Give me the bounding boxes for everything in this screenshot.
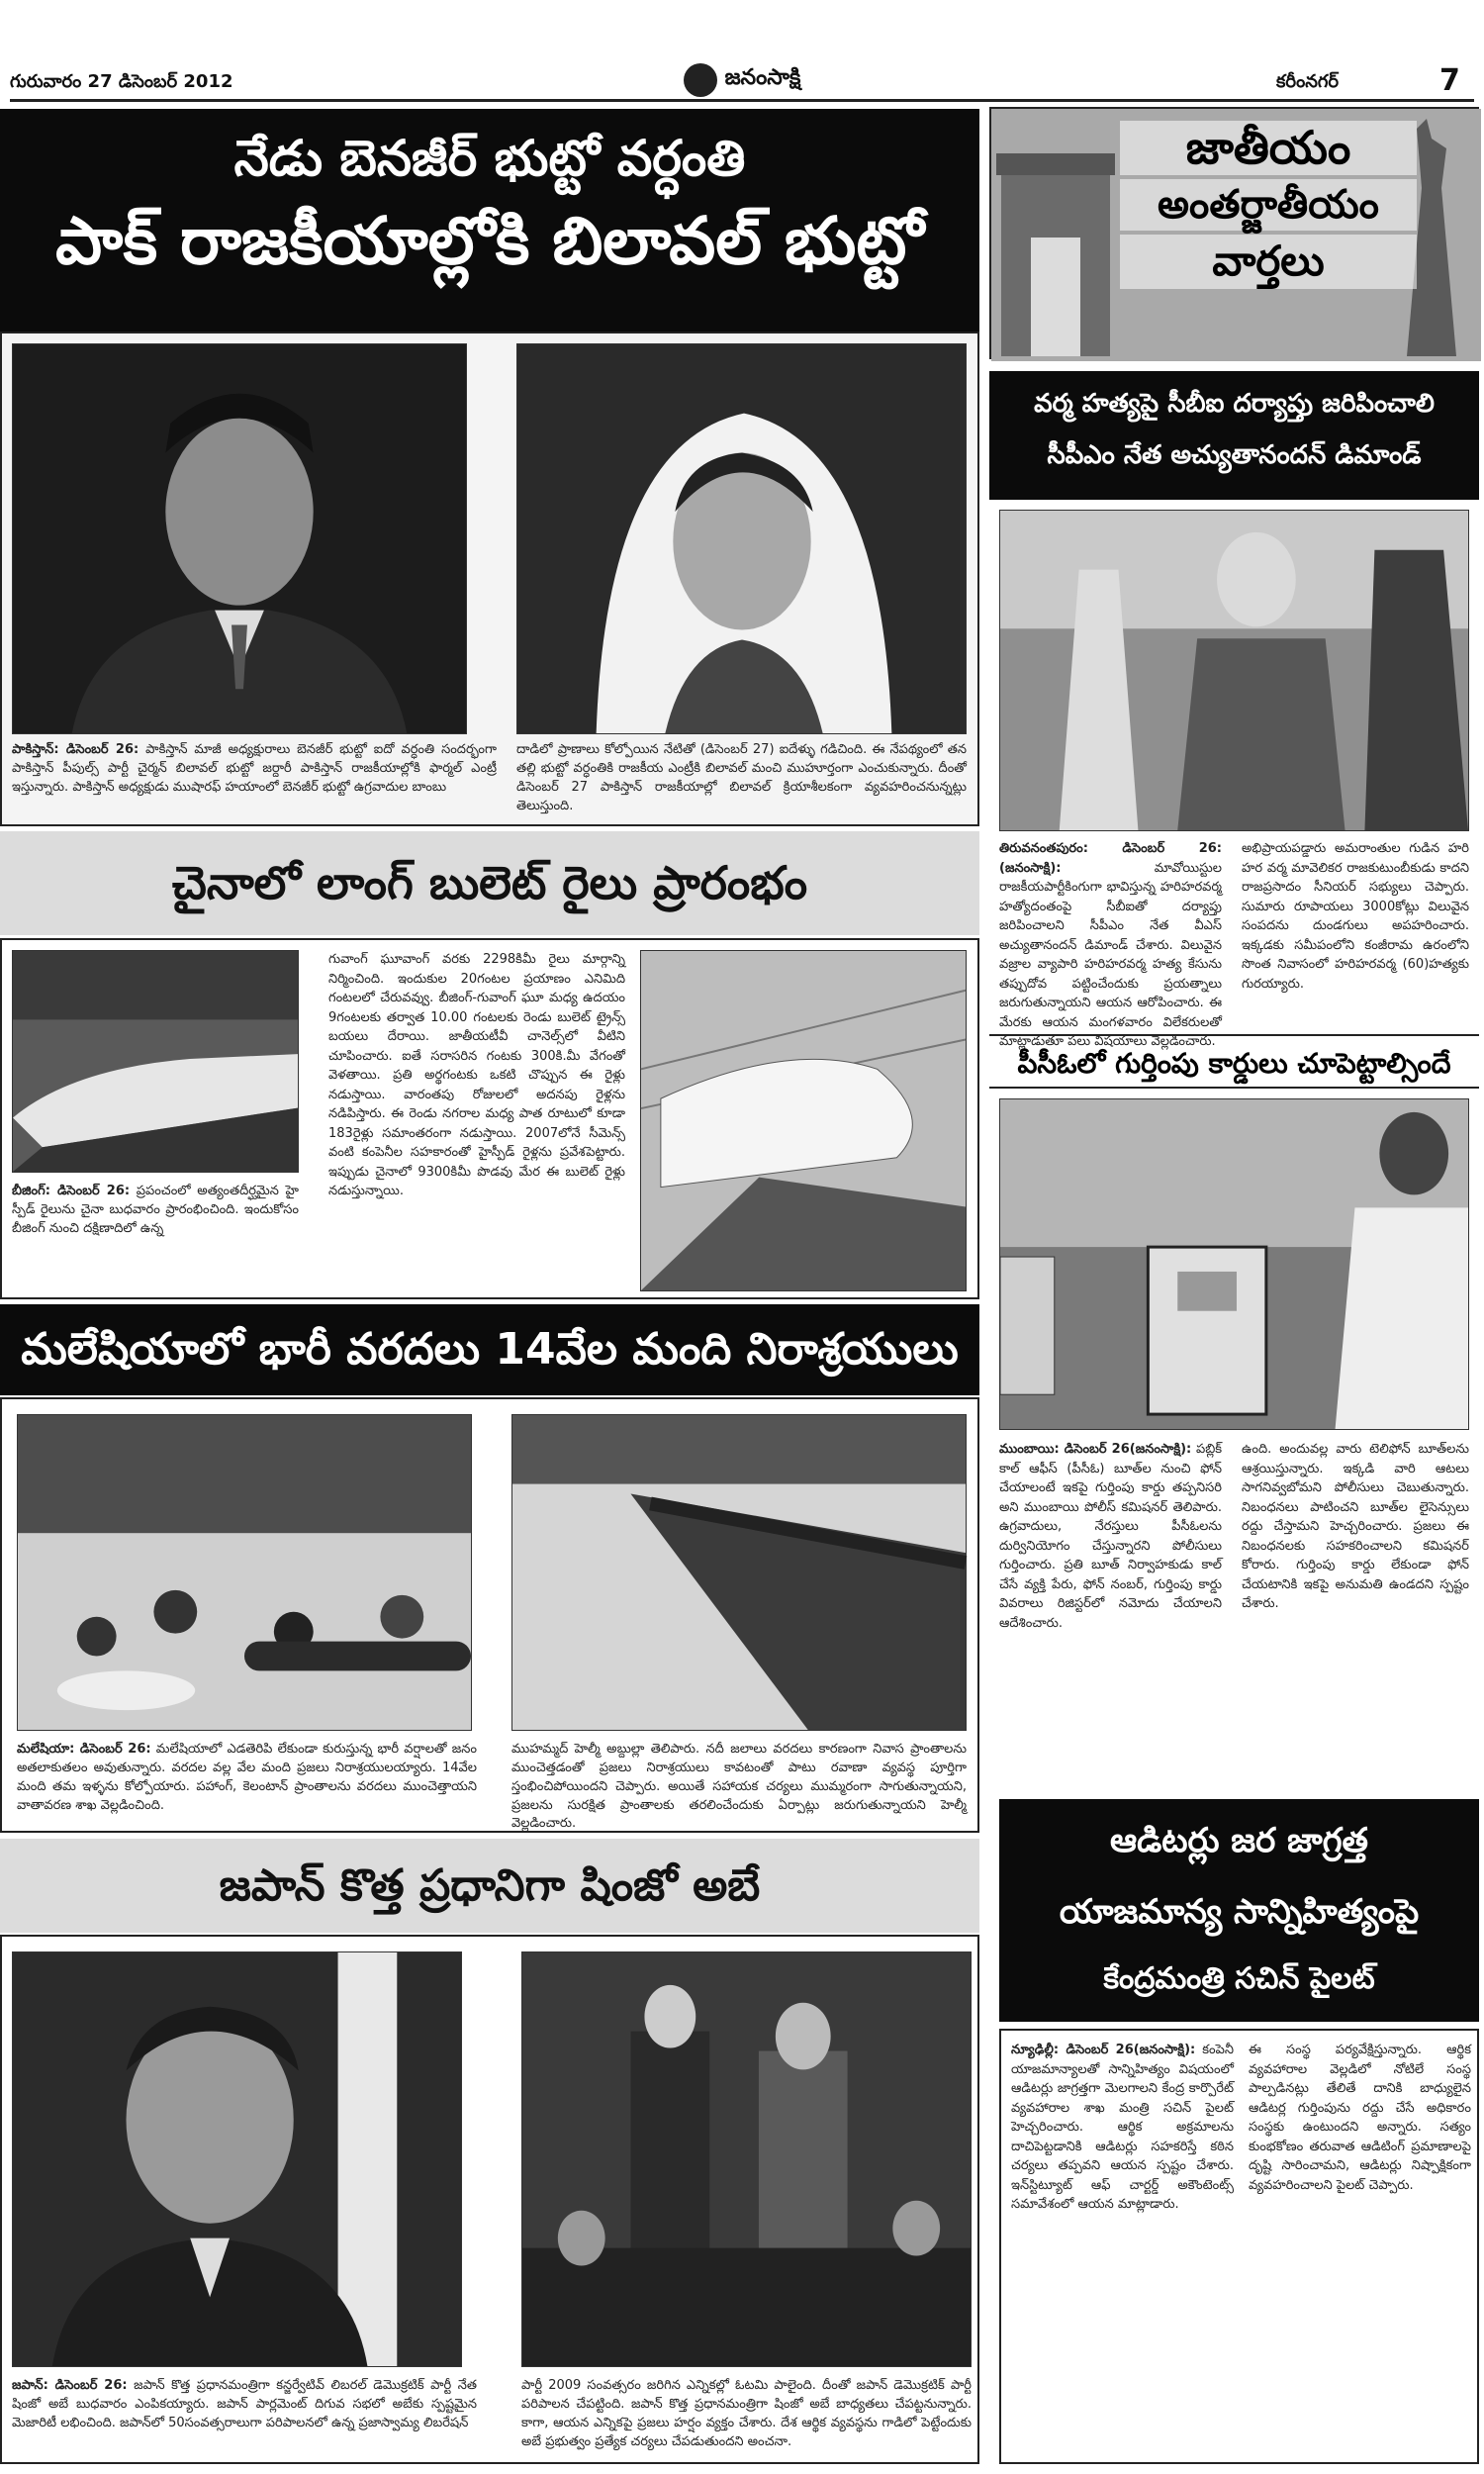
bullet-train-photo-left: [12, 950, 299, 1173]
sidebar-story2-text-left-body: పబ్లిక్ కాల్ ఆఫీస్ (పీసీఓ) బూత్‌ల నుంచి ఫోన్ చేయాలంటే ఇకపై గుర్తింపు కార్డు తప్పనిసరి అని ముంబాయి పోలీస్ కమిషనర్ తెలిపారు. ఉగ్రవాదులు, నేరస్తులు పీసీఓలను దుర్వినియోగం చేస్తున్నారని పోలీసులు గుర్తించారు. ప్రతి బూత్ నిర్వాహకుడు కాల్ చేసే వ్యక్తి పేరు, ఫోన్ నంబర్, గుర్తింపు కార్డు వివరాలు రిజిస్టర్‌లో నమోదు చేయాలని ఆదేశించారు.: [999, 1442, 1223, 1631]
malaysia-headline: మలేషియాలో భారీ వరదలు 14వేల మంది నిరాశ్రయులు: [21, 1324, 959, 1375]
china-headline: చైనాలో లాంగ్ బులెట్ రైలు ప్రారంభం: [171, 856, 808, 909]
sidebar-story1-text-left: [999, 839, 1222, 1049]
china-headline-band: [0, 831, 979, 935]
logo-emblem-icon: [684, 63, 717, 97]
sidebar-story2-dateline: ముంబాయి: డిసెంబర్ 26(జనంసాక్షి):: [999, 1442, 1192, 1457]
newspaper-name: జనంసాక్షి: [724, 65, 801, 90]
china-story: [0, 938, 979, 1299]
bilawal-photo: [12, 343, 467, 734]
bhutto-dateline: పాకిస్తాన్: డిసెంబర్ 26:: [12, 742, 139, 757]
banner-line-3: వార్తలు: [1120, 235, 1417, 289]
china-caption: [12, 1183, 299, 1291]
japan-caption-right: పార్టీ 2009 సంవత్సరం జరిగిన ఎన్నికల్లో ఓటమి పాలైంది. దీంతో జపాన్ డెమొక్రటిక్ పార్టీ పరిపాలన చేపట్టింది. జపాన్ కొత్త ప్రధానమంత్రిగా షింజో అబే బాధ్యతలు చేపట్టనున్నారు. కాగా, ఆయన ఎన్నికపై ప్రజలు హర్షం వ్యక్తం చేశారు. దేశ ఆర్థిక వ్యవస్థను గాడిలో పెట్టేందుకు అబే ప్రభుత్వం ప్రత్యేక చర్యలు చేపడుతుందని అంచనా.: [521, 2378, 972, 2449]
malaysia-caption-left-text: మలేషియాలో ఎడతెరిపి లేకుండా కురుస్తున్న భారీ వర్షాలతో జనం అతలాకుతలం అవుతున్నారు. వరదల వల్ల వేల మంది ప్రజలు నిరాశ్రయులయ్యారు. 14వేల మంది తమ ఇళ్ళను కోల్పోయారు. పహాంగ్, కెలంటాన్ ప్రాంతాలను వరదలు ముంచెత్తాయని వాతావరణ శాఖ వెల్లడించింది.: [17, 1742, 478, 1813]
malaysia-headline-box: [0, 1304, 979, 1395]
flood-photo-left: [17, 1414, 472, 1731]
sidebar-story1-headline-2: సీపీఎం నేత అచ్యుతానందన్ డిమాండ్: [1047, 440, 1422, 470]
issue-date: గురువారం 27 డిసెంబర్ 2012: [10, 71, 233, 92]
sidebar-story2-body: [999, 1440, 1469, 1781]
sidebar-story3-text-left-body: కంపెనీ యాజమాన్యాలతో సాన్నిహిత్యం విషయంలో ఆడిటర్లు జాగ్రత్తగా మెలగాలని కేంద్ర కార్పొరేట్ వ్యవహారాల శాఖ మంత్రి సచిన్ పైలట్ హెచ్చరించారు. ఆర్థిక అక్రమాలను దాచిపెట్టడానికి ఆడిటర్లు సహకరిస్తే కఠిన చర్యలు తప్పవని ఆయన స్పష్టం చేశారు. ఇన్‌స్టిట్యూట్ ఆఫ్ చార్టర్డ్ అకౌంటెంట్స్ సమావేశంలో ఆయన మాట్లాడారు.: [1011, 2043, 1234, 2212]
sidebar-story3-text-left: [1011, 2041, 1234, 2456]
sidebar-story3-headline-2: యాజమాన్య సాన్నిహిత్యంపై: [1059, 1892, 1420, 1932]
achuthanandan-photo: [999, 510, 1469, 831]
japan-dateline: జపాన్: డిసెంబర్ 26:: [12, 2378, 128, 2393]
flood-photo-right: [511, 1414, 967, 1731]
malaysia-caption-right: ముహమ్మద్ హెల్మీ అబ్దుల్లా తెలిపారు. నదీ జలాలు వరదలు కారణంగా నివాస ప్రాంతాలను ముంచెత్తడంతో ప్రజలు నిరాశ్రయులు కావటంతో పాటు రవాణా వ్యవస్థ పూర్తిగా స్తంభించిపోయిందని చెప్పారు. అయితే సహాయక చర్యలు ముమ్మరంగా సాగుతున్నాయని, ప్రజలను సురక్షిత ప్రాంతాలకు తరలించేందుకు ఏర్పాట్లు జరుగుతున్నాయని హెల్మీ వెల్లడించారు.: [511, 1742, 967, 1832]
sidebar-story1-headline-1: వర్మ హత్యపై సీబీఐ దర్యాప్తు జరిపించాలి: [1034, 389, 1435, 419]
malaysia-caption-left: [17, 1741, 477, 1828]
banner-line-1: జాతీయం: [1120, 121, 1417, 175]
sidebar-story1-body: [999, 839, 1469, 1049]
japan-headline-band: [0, 1839, 979, 1933]
sidebar-story2-headline: పీసీఓలో గుర్తింపు కార్డులు చూపెట్టాల్సిందే: [1017, 1047, 1451, 1080]
page-number: 7: [1439, 63, 1460, 98]
edition-city: కరీంనగర్: [1276, 71, 1339, 92]
japan-story: [0, 1935, 979, 2464]
sidebar-story3-body: [999, 2029, 1479, 2464]
malaysia-dateline: మలేషియా: డిసెంబర్ 26:: [17, 1742, 151, 1757]
sidebar-story2-text-right: ఉంది. అందువల్ల వారు టెలిఫోన్ బూత్‌లను ఆశ్రయిస్తున్నారు. ఇక్కడి వారి ఆటలు సాగనివ్వబోమని పోలీసులు చెబుతున్నారు. నిబంధనలు పాటించని బూత్‌ల లైసెన్సులు రద్దు చేస్తామని హెచ్చరించారు. ప్రజలు ఈ నిబంధనలకు సహకరించాలని కమిషనర్ కోరారు. గుర్తింపు కార్డు లేకుండా ఫోన్ చేయటానికి ఇకపై అనుమతి ఉండదని స్పష్టం చేశారు.: [1242, 1442, 1469, 1611]
sidebar-story1-text-right: అభిప్రాయపడ్డారు అమరాంతుల గుడిన హరి హర వర్మ మావెలికర రాజకుటుంబీకుడు కాదని రాజప్రసాదం సీనియర్ సభ్యులు చెప్పారు. సుమారు రూపాయలు 3000కోట్లు విలువైన సంపదను దుండగులు అపహరించారు. ఇక్కడకు సమీపంలోని కంజీరామ ఉరంలోని సొంత నివాసంలో హరిహరవర్మ (60)హత్యకు గురయ్యారు.: [1242, 841, 1469, 992]
sidebar-story3-headline-box: [999, 1799, 1479, 2022]
japan-headline: జపాన్ కొత్త ప్రధానిగా షింజో అబే: [219, 1860, 761, 1911]
bhutto-caption-left: [12, 741, 497, 822]
malaysia-story: [0, 1397, 979, 1833]
bhutto-caption-right: దాడిలో ప్రాణాలు కోల్పోయిన నేటితో (డిసెంబర్ 27) ఐదేళ్ళు గడిచింది. ఈ నేపథ్యంలో తన తల్లి భుట్టో వర్ధంతికి రాజకీయ ఎంట్రీకి బిలావల్ మంచి ముహూర్తంగా ఎంచుకున్నారు. దీంతో డిసెంబర్ 27 పాకిస్తాన్ రాజకీయాల్లో బిలావల్ క్రియాశీలకంగా వ్యవహరించనున్నట్లు తెలుస్తుంది.: [516, 742, 967, 813]
masthead: [0, 0, 1484, 109]
sidebar-story3-dateline: న్యూఢిల్లీ: డిసెంబర్ 26(జనంసాక్షి):: [1011, 2043, 1196, 2057]
benazir-photo: [516, 343, 967, 734]
banner-line-2: అంతర్జాతీయం: [1120, 179, 1417, 231]
pco-booth-photo: [999, 1098, 1469, 1430]
sidebar-story3-headline-3: కేంద్రమంత్రి సచిన్ పైలట్: [1103, 1961, 1375, 1996]
sidebar-story1-text-left-body: మావోయిస్టుల రాజకీయపార్టీకింగుగా భావిస్తున్న హరిహరవర్మ హత్యోదంతంపై సీబీఐతో దర్యాప్తు జరిపించాలని సీపీఎం నేత వీఎస్ అచ్యుతానందన్ డిమాండ్ చేశారు. విలువైన వజ్రాల వ్యాపారి హరిహరవర్మ హత్య కేసును తప్పుదోవ పట్టించేందుకు ప్రయత్నాలు జరుగుతున్నాయని ఆయన ఆరోపించారు. ఈ మేరకు ఆయన మంగళవారం విలేకరులతో మాట్లాడుతూ పలు విషయాలు వెల్లడించారు.: [999, 860, 1222, 1049]
china-caption-text: ప్రపంచంలో అత్యంతదీర్ఘమైన హై స్పీడ్ రైలును చైనా బుధవారం ప్రారంభించింది. ఇందుకోసం బీజింగ్ నుంచి దక్షిణాదిలో ఉన్న: [12, 1184, 299, 1236]
china-dateline: బీజింగ్: డిసెంబర్ 26:: [12, 1184, 131, 1198]
bhutto-headline-box: [0, 109, 979, 332]
bullet-train-photo-right: [640, 950, 967, 1291]
japan-caption-left: [12, 2377, 477, 2460]
sidebar-story3-headline-1: ఆడిటర్లు జర జాగ్రత్త: [1110, 1821, 1368, 1860]
japan-parliament-photo: [521, 1951, 972, 2367]
sidebar-story2-text-left: [999, 1440, 1222, 1781]
china-body-text: గువాంగ్ ఘూవాంగ్ వరకు 2298కిమీ రైలు మార్గాన్ని నిర్మించింది. ఇందుకుల 20గంటల ప్రయాణం ఎనిమిది గంటలలో చేరువవ్వు. బీజింగ్-గువాంగ్ ఘూ మధ్య ఉదయం 9గంటలకు తర్వాత 10.00 గంటలకు రెండు బులెట్ ట్రైన్స్ బయలు దేరాయి. జాతీయటీవీ చానెల్స్‌లో వీటిని చూపించారు. ఐతే సరాసరిన గంటకు 300కి.మీ వేగంతో వెళతాయి. ప్రతి అర్థగంటకు ఒకటి చొప్పున ఈ రైళ్లు నడుస్తాయి. వారంతపు రోజులలో అదనపు రైళ్లను నడిపిస్తారు. ఈ రెండు నగరాల మధ్య పాత రూటులో కూడా 183రైళ్లు సమాంతరంగా నడుస్తాయి. 2007లోనే సీమెన్స్ వంటి కంపెనీల సహకారంతో హైస్పీడ్ రైళ్లను ప్రవేశపెట్టారు. ఇప్పుడు చైనాలో 9300కిమీ పొడవు మేర ఈ బులెట్ రైళ్లు నడుస్తున్నాయి.: [328, 952, 625, 1198]
masthead-rule: [10, 99, 1474, 102]
section-banner: [989, 107, 1479, 359]
bhutto-headline: పాక్ రాజకీయాల్లోకి బిలావల్ భుట్టో: [55, 203, 924, 279]
sidebar-story2-headline-box: [989, 1034, 1479, 1089]
japan-caption-left-text: జపాన్ కొత్త ప్రధానమంత్రిగా కన్జర్వేటివ్ లిబరల్ డెమొక్రటిక్ పార్టీ నేత షింజో అబే బుధవారం ఎంపికయ్యారు. జపాన్ పార్లమెంట్ దిగువ సభలో అబేకు స్పష్టమైన మెజారిటీ లభించింది. జపాన్‌లో 50సంవత్సరాలుగా పరిపాలనలో ఉన్న ప్రజాస్వామ్య లిబరేషన్: [12, 2378, 477, 2430]
shinzo-abe-photo: [12, 1951, 462, 2367]
bhutto-caption-left-text: పాకిస్తాన్ మాజీ అధ్యక్షురాలు బెనజీర్ భుట్టో ఐదో వర్ధంతి సందర్భంగా పాకిస్తాన్ పీపుల్స్ పార్టీ చైర్మన్ బిలావల్ భుట్టో జర్దారీ పాకిస్తాన్ రాజకీయాల్లోకి ఫార్మల్ ఎంట్రీ ఇస్తున్నారు. పాకిస్తాన్ అధ్యక్షుడు ముషారఫ్ హయాంలో బెనజీర్ భుట్టో ఉగ్రవాదుల బాంబు: [12, 742, 497, 795]
bhutto-kicker: నేడు బెనజీర్ భుట్టో వర్ధంతి: [233, 130, 746, 187]
newspaper-logo: [633, 59, 851, 101]
banner-text: [1120, 121, 1417, 289]
sidebar-story1-headline-box: [989, 371, 1479, 500]
sidebar-story3-text-right: ఈ సంస్థ పర్యవేక్షిస్తున్నారు. ఆర్థిక వ్యవహారాల వెల్లడిలో నోటిలే సంస్థ పాల్పడినట్లు తేలితే దానికి బాధ్యులైన ఆడిటర్ల గుర్తింపును రద్దు చేసే అధికారం సంస్థకు ఉంటుందని అన్నారు. సత్యం కుంభకోణం తరువాత ఆడిటింగ్ ప్రమాణాలపై దృష్టి సారించామని, ఆడిటర్లు నిష్పాక్షికంగా వ్యవహరించాలని పైలట్ చెప్పారు.: [1249, 2043, 1471, 2193]
bhutto-story: [0, 332, 979, 826]
sidebar-story1-dateline: తిరువనంతపురం: డిసెంబర్ 26: (జనంసాక్షి):: [999, 841, 1222, 876]
